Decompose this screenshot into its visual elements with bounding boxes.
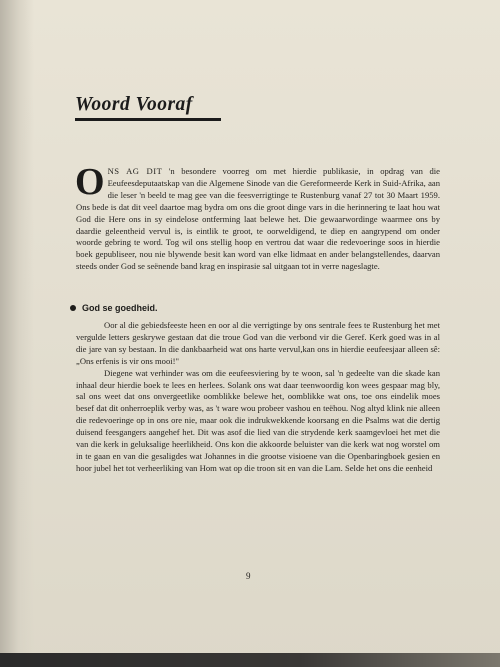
intro-paragraph	[75, 161, 440, 273]
body-paragraph: Oor al die gebiedsfeeste heen en oor al die verrigtinge by ons sentrale fees te Rustenburg het met vergulde letters geskrywe gestaan dat die troue God van die verbond vir die Geref. Kerk goed was in al die jare van sy bestaan. In die dankbaarheid wat ons harte vervul,kan ons in hierdie eeufeesjaar alleen sê: „Ons erfenis is vir ons mooi!"	[76, 320, 440, 366]
drop-cap: O	[75, 161, 105, 203]
intro-lead-caps: NS AG DIT	[107, 166, 163, 176]
bottom-edge	[0, 653, 500, 667]
body-text	[76, 320, 440, 475]
section-heading	[70, 303, 158, 313]
page-number: 9	[246, 571, 251, 581]
body-paragraph: Diegene wat verhinder was om die eeufeesviering by te woon, sal 'n gedeelte van die skade kan inhaal deur hierdie boek te lees en herlees. Solank ons wat daar teenwoordig kon wees gespaar mag bly, sal ons weet dat ons onvergeetlike oomblikke belewe het, oomblikke wat ons, toe ons eindelik moes besef dat dit onherroeplik verby was, as 't ware wou probeer vashou en teëhou. Nog altyd klink nie alleen die redevoeringe op in ons ore nie, maar ook die indrukwekkende koorsang en die Psalms wat die dertig duisend feesgangers aangehef het. Dit was asof die lied van die strydende kerk saamgevloei het met die van die kerk in geluksalige heerlikheid. Ons kon die akkoorde beluister van die kerk wat nog worstel om in te gaan en van die gesaligdes wat Johannes in die grootse visioene van die Openbaringboek gesien en hoor jubel het tot verheerliking van Hom wat op die troon sit en van die Lam. Selde het ons die eenheid	[76, 367, 440, 473]
section-heading-text: God se goedheid.	[82, 303, 158, 313]
page-title: Woord Vooraf	[75, 94, 193, 115]
bullet-icon	[70, 305, 76, 311]
heading-block	[75, 94, 255, 121]
intro-text: 'n besondere voorreg om met hierdie publikasie, in opdrag van die Eeufeesdeputaatskap van die Algemene Sinode van die Gereformeerde Kerk in Suid-Afrika, aan die leser 'n beeld te mag gee van die feesverrigtinge te Rustenburg vanaf 27 tot 30 Maart 1959. Ons bede is dat dit veel daartoe mag bydra om ons die groot dinge vars in die herinnering te laat hou wat God die Here ons in sy eindelose ontferming laat belewe het. Die gewaarwordinge waarmee ons by daardie geleentheid vervul is, is eintlik te groot, te oorweldigend, te diep en aangrypend om onder woorde gebring te word. Tog wil ons stellig hoop en vertrou dat waar die redevoeringe soos in hierdie boek gepubliseer, nou nie blywende besit kan word van elke lidmaat en ander belangstellendes, daarvan steeds onder God se seënende band krag en inspirasie sal uitgaan tot in verre nageslagte.	[76, 166, 440, 272]
title-underline	[75, 118, 221, 121]
